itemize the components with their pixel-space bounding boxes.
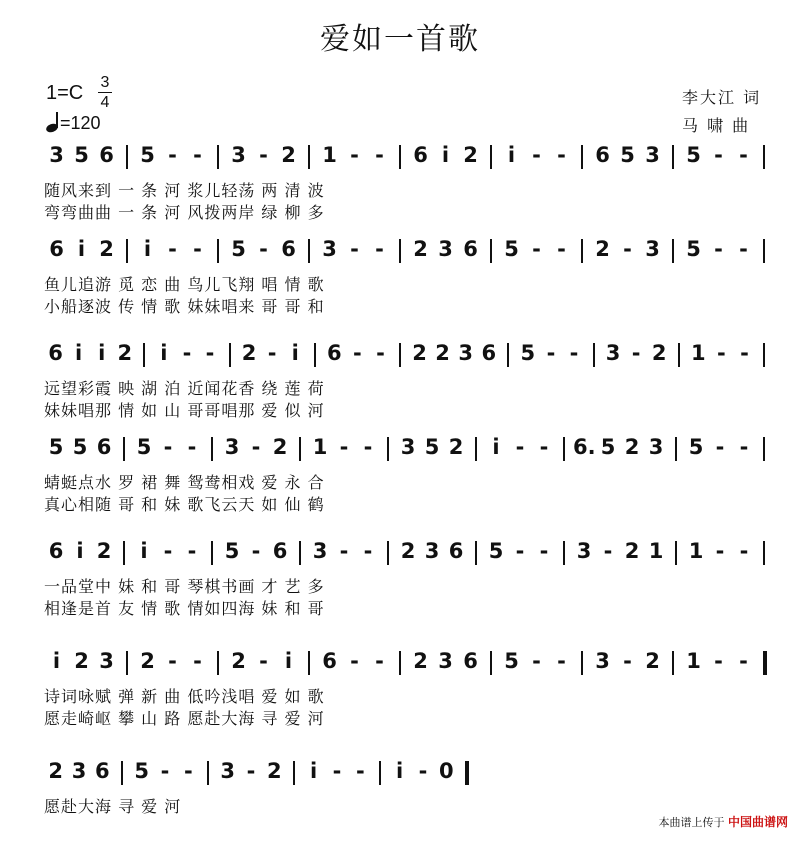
note: 3 <box>648 435 664 459</box>
note: 5 <box>600 435 616 459</box>
barline <box>126 239 128 263</box>
barline <box>563 437 565 461</box>
note: - <box>251 435 261 459</box>
lyric-line: 诗词咏赋 弹 新 曲 低吟浅唱 爱 如 歌 <box>44 687 325 706</box>
note: 3 <box>605 341 621 365</box>
upload-footer <box>658 813 788 830</box>
note: - <box>532 237 541 261</box>
note: - <box>355 759 365 783</box>
barline <box>763 343 765 367</box>
lyric-line: 愿走崎岖 攀 山 路 愿赴大海 寻 爱 河 <box>44 709 325 728</box>
note: - <box>339 435 349 459</box>
note: 5 <box>72 435 88 459</box>
note: - <box>376 341 385 365</box>
note: 5 <box>136 435 152 459</box>
note: 1 <box>648 539 664 563</box>
barline <box>465 761 469 785</box>
barline <box>490 145 492 169</box>
note: 2 <box>96 539 112 563</box>
note: 3 <box>424 539 440 563</box>
note: - <box>193 237 202 261</box>
song-title: 爱如一首歌 <box>320 22 480 57</box>
note: 6 <box>49 237 64 261</box>
note: - <box>557 649 566 673</box>
note: - <box>193 649 202 673</box>
barline <box>399 145 401 169</box>
note: 3 <box>400 435 416 459</box>
note: 3 <box>322 237 337 261</box>
site-brand: 中国曲谱网 <box>727 815 788 829</box>
note: i <box>77 237 86 261</box>
note: - <box>251 539 261 563</box>
note: 3 <box>438 649 453 673</box>
barline <box>399 651 401 675</box>
barline <box>217 239 219 263</box>
score-row <box>0 142 800 232</box>
note: 5 <box>686 237 701 261</box>
barline <box>490 651 492 675</box>
note: - <box>532 143 541 167</box>
note: 5 <box>504 237 519 261</box>
score-row <box>0 340 800 430</box>
credits <box>682 84 761 140</box>
note: - <box>418 759 428 783</box>
barline <box>475 541 477 565</box>
note: 3 <box>438 237 453 261</box>
note: i <box>396 759 404 783</box>
note: - <box>182 341 192 365</box>
note: - <box>193 143 202 167</box>
note: 6 <box>448 539 464 563</box>
note: i <box>284 649 293 673</box>
note: - <box>515 539 525 563</box>
note: i <box>492 435 500 459</box>
barline <box>672 651 674 675</box>
score-row <box>0 758 800 848</box>
note: - <box>168 143 177 167</box>
barline <box>490 239 492 263</box>
note: 3 <box>312 539 328 563</box>
note: - <box>168 237 177 261</box>
lyric-line: 鱼儿追游 觅 恋 曲 鸟儿飞翔 唱 情 歌 <box>44 275 325 294</box>
note: 5 <box>504 649 519 673</box>
note: 6 <box>48 539 64 563</box>
lyric-line: 随风来到 一 条 河 浆儿轻荡 两 清 波 <box>44 181 325 200</box>
note: 2 <box>241 341 257 365</box>
note: 3 <box>645 237 660 261</box>
lyric-line: 真心相随 哥 和 妹 歌飞云天 如 仙 鹤 <box>44 495 325 514</box>
note: 6 <box>326 341 342 365</box>
lyric-line: 相逢是首 友 情 歌 情如四海 妹 和 哥 <box>44 599 325 618</box>
note: 5 <box>688 435 704 459</box>
note: i <box>160 341 168 365</box>
barline <box>126 651 128 675</box>
lyric-line: 远望彩霞 映 湖 泊 近闻花香 绕 莲 荷 <box>44 379 325 398</box>
note: 0 <box>439 759 454 783</box>
note: i <box>310 759 318 783</box>
note: 2 <box>651 341 667 365</box>
note: 2 <box>595 237 610 261</box>
note: - <box>375 143 384 167</box>
note: 3 <box>645 143 660 167</box>
note: - <box>739 237 748 261</box>
note: 2 <box>117 341 133 365</box>
note: - <box>350 237 359 261</box>
note: 5 <box>488 539 504 563</box>
time-bottom: 4 <box>100 94 110 111</box>
barline <box>293 761 295 785</box>
note: 1 <box>690 341 706 365</box>
lyric-line: 小船逐波 传 情 歌 妹妹唱来 哥 哥 和 <box>44 297 325 316</box>
barline <box>308 239 310 263</box>
lyric-line: 愿赴大海 寻 爱 河 <box>44 797 182 816</box>
note: 6 <box>322 649 337 673</box>
barline <box>507 343 509 367</box>
lyric-line: 妹妹唱那 情 如 山 哥哥唱那 爱 似 河 <box>44 401 325 420</box>
lyric-line: 弯弯曲曲 一 条 河 风拨两岸 绿 柳 多 <box>44 203 325 222</box>
note: - <box>259 143 268 167</box>
barline <box>581 239 583 263</box>
note: 2 <box>413 237 428 261</box>
note: - <box>246 759 256 783</box>
note: - <box>332 759 342 783</box>
note: 5 <box>224 539 240 563</box>
barline <box>143 343 145 367</box>
note: - <box>353 341 362 365</box>
time-signature <box>98 74 112 111</box>
note: - <box>546 341 556 365</box>
note: - <box>631 341 641 365</box>
note: 2 <box>74 649 89 673</box>
note: 2 <box>412 341 427 365</box>
note: i <box>507 143 516 167</box>
score-row <box>0 434 800 524</box>
note: 2 <box>140 649 155 673</box>
note: 3 <box>231 143 246 167</box>
barline <box>123 437 125 461</box>
barline <box>121 761 123 785</box>
note: - <box>714 649 723 673</box>
note: 5 <box>231 237 246 261</box>
barline <box>207 761 209 785</box>
note: - <box>739 435 749 459</box>
note: 3 <box>99 649 114 673</box>
barline <box>593 343 595 367</box>
note: - <box>363 435 373 459</box>
barline <box>399 343 401 367</box>
footer-text: 本曲谱上传于 <box>658 816 725 829</box>
barline <box>211 437 213 461</box>
note: 6 <box>481 341 497 365</box>
note: 2 <box>463 143 478 167</box>
note: - <box>717 341 726 365</box>
note: 1 <box>686 649 701 673</box>
note: - <box>739 539 749 563</box>
note: - <box>623 237 632 261</box>
note: 2 <box>624 539 640 563</box>
note: 2 <box>413 649 428 673</box>
barline <box>675 541 677 565</box>
note: - <box>515 435 525 459</box>
barline <box>126 145 128 169</box>
key-signature: 1=C <box>46 82 84 104</box>
note: i <box>98 341 106 365</box>
note: i <box>76 539 84 563</box>
note: 3 <box>576 539 592 563</box>
note: 2 <box>448 435 464 459</box>
barline <box>672 239 674 263</box>
tempo-value: =120 <box>60 113 101 133</box>
note: - <box>603 539 613 563</box>
note: 2 <box>624 435 640 459</box>
note: - <box>363 539 373 563</box>
note: - <box>375 237 384 261</box>
note: 2 <box>99 237 114 261</box>
barline <box>217 651 219 675</box>
note: i <box>75 341 83 365</box>
barline <box>211 541 213 565</box>
note: - <box>739 143 748 167</box>
barline <box>763 145 765 169</box>
note: i <box>441 143 450 167</box>
note: - <box>539 435 549 459</box>
note: - <box>569 341 579 365</box>
note: 6 <box>272 539 288 563</box>
note: 5 <box>620 143 635 167</box>
barline <box>314 343 316 367</box>
note: 2 <box>645 649 660 673</box>
note: 3 <box>458 341 473 365</box>
note: 3 <box>71 759 87 783</box>
barline <box>763 239 765 263</box>
note: - <box>163 435 173 459</box>
barline <box>675 437 677 461</box>
barline <box>308 651 310 675</box>
barline <box>308 145 310 169</box>
note: 5 <box>74 143 89 167</box>
note: 6 <box>95 759 110 783</box>
note: 5 <box>424 435 440 459</box>
barline <box>763 437 765 461</box>
note: 3 <box>595 649 610 673</box>
barline <box>672 145 674 169</box>
lyric-line: 一品堂中 妹 和 哥 琴棋书画 才 艺 多 <box>44 577 325 596</box>
note: - <box>557 143 566 167</box>
note: 3 <box>224 435 240 459</box>
note: 5 <box>48 435 64 459</box>
note: - <box>267 341 277 365</box>
barline <box>763 651 767 675</box>
tempo-mark <box>46 112 101 134</box>
barline <box>475 437 477 461</box>
note: i <box>143 237 152 261</box>
note: - <box>715 539 725 563</box>
note: 5 <box>140 143 155 167</box>
barline <box>299 541 301 565</box>
note: - <box>168 649 177 673</box>
note: - <box>714 237 723 261</box>
note: 2 <box>231 649 246 673</box>
note: 5 <box>520 341 536 365</box>
note: - <box>557 237 566 261</box>
note: 6 <box>48 341 63 365</box>
barline <box>379 761 381 785</box>
note: 6 <box>595 143 610 167</box>
note: - <box>714 143 723 167</box>
note: 1 <box>688 539 704 563</box>
note: 6 <box>413 143 428 167</box>
note: - <box>739 649 748 673</box>
note: - <box>163 539 173 563</box>
barline <box>678 343 680 367</box>
note: - <box>350 143 359 167</box>
barline <box>581 145 583 169</box>
lyric-line: 蜻蜓点水 罗 裙 舞 鸳鸯相戏 爱 永 合 <box>44 473 325 492</box>
quarter-note-icon <box>46 112 60 132</box>
note: 6 <box>281 237 296 261</box>
barline <box>387 541 389 565</box>
composer: 马 啸 曲 <box>682 116 751 135</box>
note: - <box>715 435 725 459</box>
note: - <box>350 649 359 673</box>
note: i <box>291 341 299 365</box>
barline <box>387 437 389 461</box>
note: i <box>52 649 61 673</box>
barline <box>581 651 583 675</box>
note: 2 <box>435 341 450 365</box>
barline <box>399 239 401 263</box>
barline <box>763 541 765 565</box>
time-top: 3 <box>100 74 110 91</box>
note: 3 <box>49 143 64 167</box>
note: - <box>740 341 749 365</box>
note: - <box>160 759 170 783</box>
note: 1 <box>312 435 328 459</box>
note: 3 <box>220 759 235 783</box>
note: 6. <box>573 435 596 459</box>
lyricist: 李大江 词 <box>682 88 762 107</box>
note: - <box>259 237 268 261</box>
note: 6 <box>96 435 112 459</box>
score-row <box>0 236 800 326</box>
note: - <box>532 649 541 673</box>
barline <box>299 437 301 461</box>
note: 6 <box>99 143 114 167</box>
barline <box>563 541 565 565</box>
note: 1 <box>322 143 337 167</box>
note: - <box>259 649 268 673</box>
note: i <box>140 539 148 563</box>
barline <box>123 541 125 565</box>
note: - <box>187 539 197 563</box>
note: - <box>375 649 384 673</box>
barline <box>217 145 219 169</box>
note: 2 <box>281 143 296 167</box>
score-row <box>0 648 800 738</box>
note: 6 <box>463 237 478 261</box>
note: 5 <box>686 143 701 167</box>
note: - <box>187 435 197 459</box>
note: 5 <box>134 759 149 783</box>
note: - <box>623 649 632 673</box>
score-row <box>0 538 800 628</box>
note: - <box>205 341 215 365</box>
note: 2 <box>267 759 282 783</box>
note: 6 <box>463 649 478 673</box>
note: - <box>339 539 349 563</box>
note: 2 <box>48 759 63 783</box>
note: 2 <box>400 539 416 563</box>
barline <box>229 343 231 367</box>
note: - <box>539 539 549 563</box>
note: 2 <box>272 435 288 459</box>
note: - <box>183 759 193 783</box>
